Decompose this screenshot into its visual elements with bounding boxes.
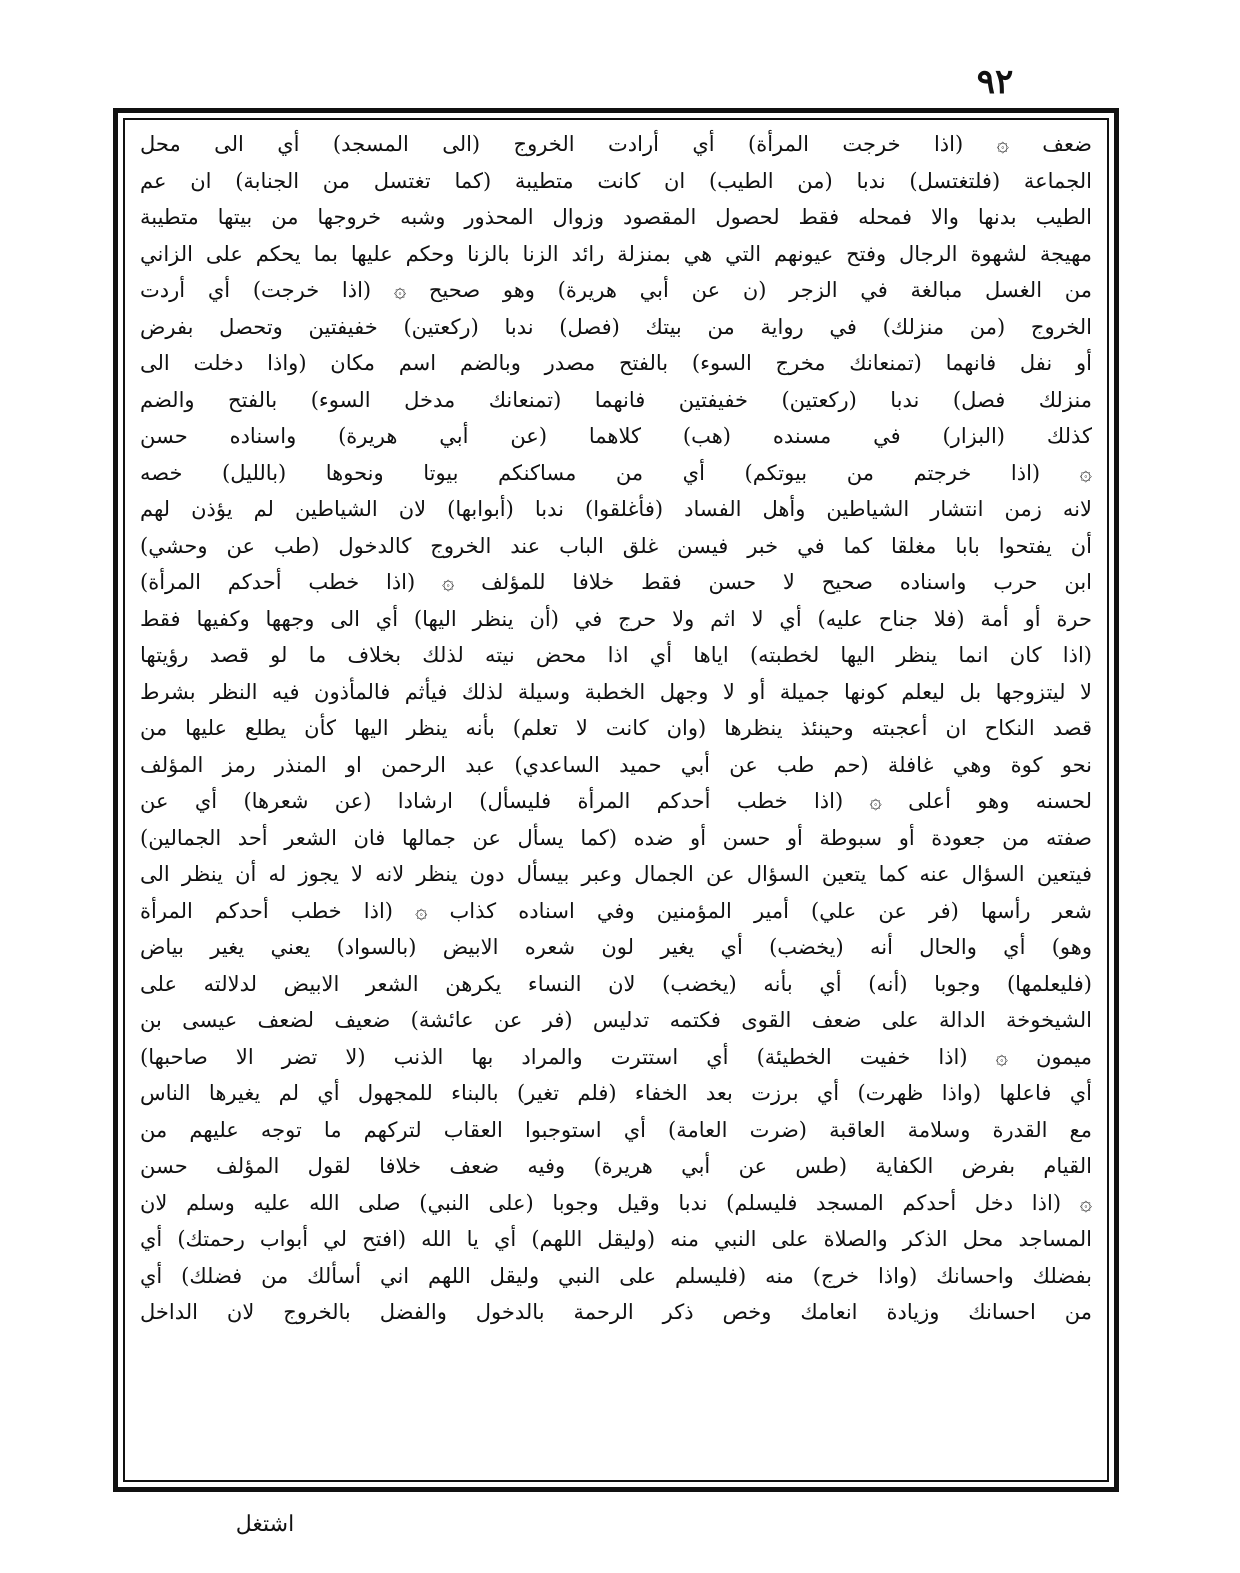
text-line: الجماعة (فلتغتسل) ندبا (من الطيب) ان كانت متطيبة (كما تغتسل من الجنابة) ان عم xyxy=(140,168,1092,193)
catchword: اشتغل xyxy=(235,1512,295,1537)
text-line: أن يفتحوا بابا مغلقا كما في خبر فيسن غلق الباب عند الخروج كالدخول (طب عن وحشي) xyxy=(140,533,1092,558)
text-line: من الغسل مبالغة في الزجر (ن عن أبي هريرة) وهو صحيح ۞ (اذا خرجت) أي أردت xyxy=(140,278,1092,302)
text-line: مع القدرة وسلامة العاقبة (ضرت العامة) أي استوجبوا العقاب لتركهم ما توجه عليهم من xyxy=(140,1117,1092,1142)
text-line: صفته من جعودة أو سبوطة أو حسن أو ضده (كما يسأل عن جمالها فان الشعر أحد الجمالين) xyxy=(140,825,1092,850)
text-line: وهو) أي والحال أنه (يخضب) أي يغير لون شعره الابيض (بالسواد) يعني يغير بياض xyxy=(140,935,1092,959)
text-line: نحو كوة وهي غافلة (حم طب عن أبي حميد الساعدي) عبد الرحمن او المنذر رمز المؤلف xyxy=(140,752,1092,777)
text-line: المساجد محل الذكر والصلاة على النبي منه (وليقل اللهم) أي يا الله (افتح لي أبواب رحمتك) أي xyxy=(140,1227,1092,1251)
text-line: قصد النكاح ان أعجبته وحينئذ ينظرها (وان كانت لا تعلم) بأنه ينظر اليها كأن يطلع عليها من xyxy=(140,716,1092,740)
text-line: القيام بفرض الكفاية (طس عن أبي هريرة) وفيه ضعف خلافا لقول المؤلف حسن xyxy=(140,1154,1092,1178)
page-number: ٩٢ xyxy=(976,62,1014,102)
text-line: الشيخوخة الدالة على ضعف القوى فكتمه تدليس (فر عن عائشة) ضعيف لضعف عيسى بن xyxy=(140,1008,1092,1032)
text-line: أو نفل فانهما (تمنعانك مخرج السوء) بالفتح مصدر وبالضم اسم مكان (واذا دخلت الى xyxy=(140,351,1092,375)
text-line: ضعف ۞ (اذا خرجت المرأة) أي أرادت الخروج (الى المسجد) أي الى محل xyxy=(140,132,1092,156)
text-line: لا ليتزوجها بل ليعلم كونها جميلة أو لا وجهل الخطبة وسيلة لذلك فيأثم فالمأذون فيه النظر بشرط xyxy=(140,679,1092,704)
text-line: (فليعلمها) وجوبا (أنه) أي بأنه (يخضب) لان النساء يكرهن الشعر الابيض لدلالته على xyxy=(140,971,1092,996)
text-line: لحسنه وهو أعلى ۞ (اذا خطب أحدكم المرأة فليسأل) ارشادا (عن شعرها) أي عن xyxy=(140,789,1092,813)
text-line: ابن حرب واسناده صحيح لا حسن فقط خلافا للمؤلف ۞ (اذا خطب أحدكم المرأة) xyxy=(140,570,1092,594)
text-line: الخروج (من منزلك) في رواية من بيتك (فصل) ندبا (ركعتين) خفيفتين وتحصل بفرض xyxy=(140,314,1092,339)
text-line: (اذا كان انما ينظر اليها لخطبته) اياها أي اذا محض نيته لذلك بخلاف ما لو قصد رؤيتها xyxy=(140,643,1092,667)
text-line: ۞ (اذا خرجتم من بيوتكم) أي من مساكنكم بيوتا ونحوها (بالليل) خصه xyxy=(140,460,1092,485)
main-text-block xyxy=(140,126,1092,1478)
text-line: منزلك فصل) ندبا (ركعتين) خفيفتين فانهما (تمنعانك مدخل السوء) بالفتح والضم xyxy=(140,387,1092,412)
text-line: مهيجة لشهوة الرجال وفتح عيونهم التي هي بمنزلة رائد الزنا بالزنا وحكم عليها بما يحكم على الزاني xyxy=(140,241,1092,266)
text-line: كذلك (البزار) في مسنده (هب) كلاهما (عن أبي هريرة) واسناده حسن xyxy=(140,424,1092,448)
text-line: شعر رأسها (فر عن علي) أمير المؤمنين وفي اسناده كذاب ۞ (اذا خطب أحدكم المرأة xyxy=(140,898,1092,923)
text-line: حرة أو أمة (فلا جناح عليه) أي لا اثم ولا حرج في (أن ينظر اليها) أي الى وجهها وكفيها فقط xyxy=(140,606,1092,631)
text-line: من احسانك وزيادة انعامك وخص ذكر الرحمة بالدخول والفضل بالخروج لان الداخل xyxy=(140,1300,1092,1324)
text-line: أي فاعلها (واذا ظهرت) أي برزت بعد الخفاء (فلم تغير) بالبناء للمجهول أي لم يغيرها الناس xyxy=(140,1081,1092,1105)
text-line: الطيب بدنها والا فمحله فقط لحصول المقصود وزوال المحذور وشبه خروجها من بيتها متطيبة xyxy=(140,205,1092,229)
text-line: ۞ (اذا دخل أحدكم المسجد فليسلم) ندبا وقيل وجوبا (على النبي) صلى الله عليه وسلم لان xyxy=(140,1190,1092,1215)
text-line: ميمون ۞ (اذا خفيت الخطيئة) أي استترت والمراد بها الذنب (لا تضر الا صاحبها) xyxy=(140,1044,1092,1069)
text-line: فيتعين السؤال عنه كما يتعين السؤال عن الجمال وعبر بيسأل دون ينظر لانه لا يجوز له أن ينظر الى xyxy=(140,862,1092,886)
text-line: لانه زمن انتشار الشياطين وأهل الفساد (فأغلقوا) ندبا (أبوابها) لان الشياطين لم يؤذن لهم xyxy=(140,497,1092,521)
text-line: بفضلك واحسانك (واذا خرج) منه (فليسلم على النبي وليقل اللهم اني أسألك من فضلك) أي xyxy=(140,1263,1092,1288)
